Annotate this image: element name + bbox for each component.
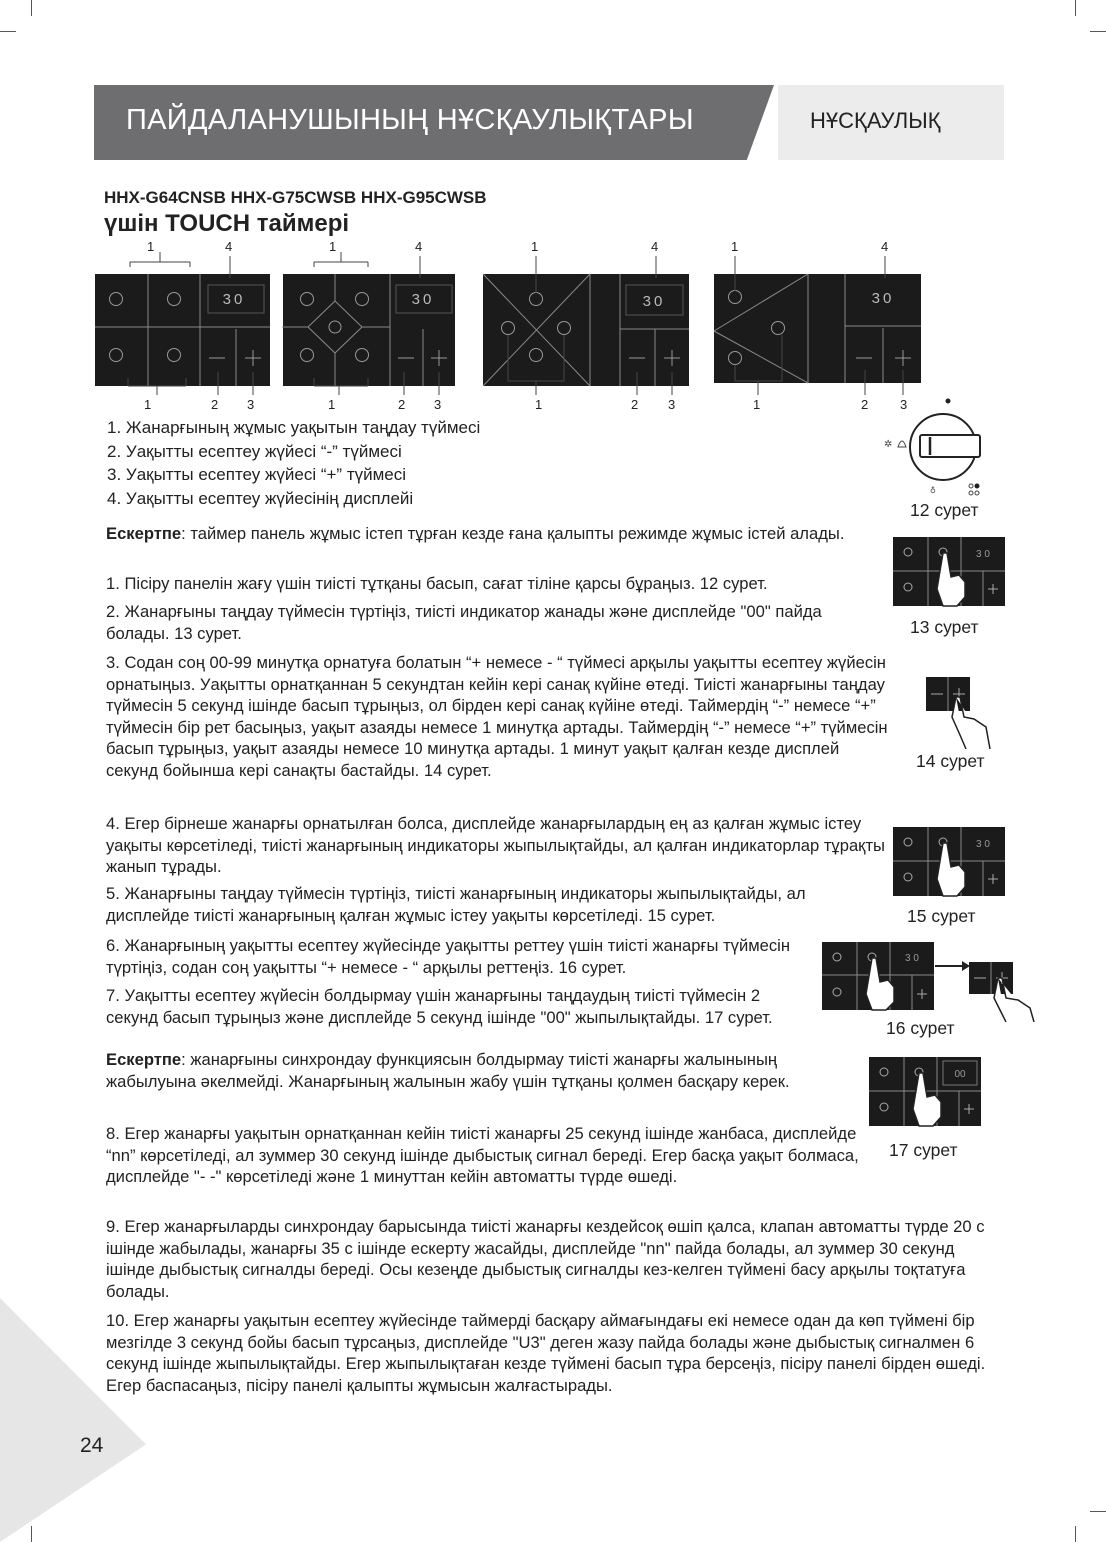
panel-diagram-d	[714, 239, 921, 412]
note-1	[106, 523, 866, 545]
callout-label: 3	[434, 397, 442, 412]
legend-item: 1. Жанарғының жұмыс уақытын таңдау түймесі	[107, 418, 481, 437]
step-10: 10. Егер жанарғы уақытын есептеу жүйесінде таймерді басқару аймағындағы екі немесе одан да көп түймені бір мезгілде 3 секунд бойы басып тұрсаңыз, дисплейде "U3" деген жазу пайда болады және дыбыстық сигналмен 6 секунд ішінде жыпылықтайды. Егер жыпылықтаған кезде түймені басып тұра берсеңіз, пісіру панелі бірден өшеді. Егер баспасаңыз, пісіру панелі қалыпты жұмысын жалғастырады.	[106, 1311, 986, 1395]
timer-display-value: 30	[222, 291, 246, 308]
legend-item: 3. Уақытты есептеу жүйесі “+” түймесі	[107, 465, 407, 485]
callout-label: 3	[247, 397, 255, 412]
figure-17-display: 00	[954, 1069, 966, 1080]
model-list: HHX-G64CNSB HHX-G75CWSB HHX-G95CWSB	[104, 188, 487, 207]
svg-text:3 0: 3 0	[905, 953, 919, 964]
step-7: 7. Уақытты есептеу жүйесін болдырмау үшін жанарғыны таңдаудың тиісті түймесін 2 секунд басып тұрыңыз және дисплейде 5 секунд ішінде "00" жыпылықтайды. 17 сурет.	[106, 986, 773, 1027]
control-panel-diagrams	[90, 236, 930, 416]
callout-label: 1	[535, 397, 543, 412]
crop-mark	[0, 31, 16, 32]
figure-15-panel	[893, 827, 1005, 897]
legend-item: 4. Уақытты есептеу жүйесінің дисплейі	[107, 488, 414, 508]
step-5: 5. Жанарғыны таңдау түймесін түртіңіз, тиісті жанарғының индикаторы жыпылықтайды, ал дисплейде тиісті жанарғының қалған жұмыс істеу уақыты көрсетіледі. 15 сурет.	[106, 884, 806, 925]
figure-12-caption: 12 сурет	[910, 500, 979, 520]
timer-display-value: 30	[411, 291, 435, 308]
callout-label: 4	[225, 239, 233, 254]
figure-17-caption: 17 сурет	[889, 1140, 958, 1160]
callout-label: 1	[328, 397, 336, 412]
figure-15-caption: 15 сурет	[907, 906, 976, 926]
note-text: : жанарғыны синхрондау функциясын болдырмау тиісті жанарғы жалынының жабылуына әкелмейді. Жанарғының жалынын жабу үшін тұтқаны қолмен басқару керек.	[106, 1050, 790, 1091]
callout-label: 2	[631, 397, 639, 412]
figure-13-caption: 13 сурет	[910, 617, 979, 637]
timer-display-value: 30	[642, 293, 666, 310]
figure-16-caption: 16 сурет	[886, 1018, 955, 1038]
step-8: 8. Егер жанарғы уақытын орнатқаннан кейін тиісті жанарғы 25 секунд ішінде жанбаса, дисплейде “nn” көрсетіледі, ал зуммер 30 секунд ішінде дыбыстық сигнал береді. Егер басқа уақыт болмаса, дисплейде "- -" көрсетіледі және 1 минуттан кейін автоматты түрде өшеді.	[106, 1124, 859, 1187]
callout-label: 1	[531, 239, 539, 254]
section-subtitle: үшін TOUCH таймері	[104, 210, 350, 237]
callout-label: 2	[861, 397, 869, 412]
crop-mark	[1090, 31, 1106, 32]
crop-mark	[31, 1526, 32, 1542]
note-2	[106, 1049, 846, 1092]
svg-text:♁: ♁	[930, 486, 936, 495]
page-title: ПАЙДАЛАНУШЫНЫҢ НҰСҚАУЛЫҚТАРЫ	[126, 104, 694, 136]
callout-label: 4	[881, 239, 889, 254]
crop-mark	[1090, 1511, 1106, 1512]
page-number: 24	[80, 1434, 104, 1457]
callout-label: 1	[147, 239, 155, 254]
step-4: 4. Егер бірнеше жанарғы орнатылған болса, дисплейде жанарғылардың ең аз қалған жұмыс істеу уақыты көрсетіледі, тиісті жанарғының индикаторы жыпылықтайды, ал қалған индикаторлар тұрақты жанып тұрады.	[106, 814, 885, 877]
callout-label: 4	[651, 239, 659, 254]
callout-label: 1	[144, 397, 152, 412]
figure-14-panel	[926, 677, 996, 749]
svg-text:✲: ✲	[884, 439, 893, 450]
note-label: Ескертпе	[106, 1050, 182, 1069]
callout-label: 3	[668, 397, 676, 412]
figure-14-caption: 14 сурет	[916, 751, 985, 771]
svg-text:3 0: 3 0	[976, 549, 990, 560]
crop-mark	[1075, 1526, 1076, 1542]
callout-label: 1	[753, 397, 761, 412]
panel-diagram-c	[483, 239, 689, 412]
figure-13-panel	[893, 537, 1005, 607]
figure-17-panel	[869, 1057, 981, 1127]
figure-12-knob	[880, 395, 1000, 499]
panel-diagram-a	[95, 239, 270, 412]
callout-label: 2	[398, 397, 406, 412]
callout-label: 1	[731, 239, 739, 254]
step-3: 3. Содан соң 00-99 минутқа орнатуға болатын “+ немесе - “ түймесі арқылы уақытты есептеу жүйесін орнатыңыз. Уақытты орнатқаннан 5 секундтан кейін кері санақ күйіне өтеді. Тиісті жанарғыны таңдау түймесін 5 секунд ішінде басып тұрыңыз, ол бірден кері санақ күйіне өтеді. Таймердің “-” немесе “+” түймесін бір рет басыңыз, уақыт азаяды немесе 1 минутқа артады. Таймердің “-” немесе “+” түймесін басып тұрыңыз, уақыт азаяды немесе 10 минутқа артады. 1 минут уақыт қалған кезде дисплей секунд бойынша кері санақты бастайды. 14 сурет.	[106, 653, 888, 780]
step-9: 9. Егер жанарғыларды синхрондау барысында тиісті жанарғы кездейсоқ өшіп қалса, клапан автоматты түрде 20 с ішінде жабылады, жанарғы 35 с ішінде ескерту жасайды, дисплейде "nn" пайда болады, ал зуммер 30 секунд ішінде дыбыстық сигналды береді. Осы кезеңде дыбыстық сигналды кез-келген түймені басу арқылы тоқтатуға болады.	[106, 1217, 985, 1301]
crop-mark	[1075, 0, 1076, 16]
svg-text:3 0: 3 0	[976, 839, 990, 850]
crop-mark	[31, 0, 32, 16]
legend-item: 2. Уақытты есептеу жүйесі “-” түймесі	[107, 441, 402, 461]
step-6: 6. Жанарғының уақытты есептеу жүйесінде уақытты реттеу үшін тиісті жанарғы түймесін түртіңіз, содан соң уақытты “+ немесе - “ арқылы реттеңіз. 16 сурет.	[106, 936, 791, 977]
callout-label: 3	[900, 397, 908, 412]
panel-diagram-b	[282, 239, 455, 412]
figure-16-panels	[822, 942, 1036, 1022]
callout-label: 2	[211, 397, 219, 412]
section-label: НҰСҚАУЛЫҚ	[810, 108, 941, 133]
step-2: 2. Жанарғыны таңдау түймесін түртіңіз, тиісті индикатор жанады және дисплейде "00" пайда болады. 13 сурет.	[106, 602, 822, 643]
callout-label: 1	[329, 239, 337, 254]
timer-display-value: 30	[871, 290, 895, 307]
callout-label: 4	[415, 239, 423, 254]
note-label: Ескертпе	[106, 524, 182, 543]
legend	[107, 416, 480, 510]
step-1: 1. Пісіру панелін жағу үшін тиісті тұтқаны басып, сағат тіліне қарсы бұраңыз. 12 сурет.	[106, 574, 768, 593]
note-text: : таймер панель жұмыс істеп тұрған кезде ғана қалыпты режимде жұмыс істей алады.	[181, 524, 845, 543]
